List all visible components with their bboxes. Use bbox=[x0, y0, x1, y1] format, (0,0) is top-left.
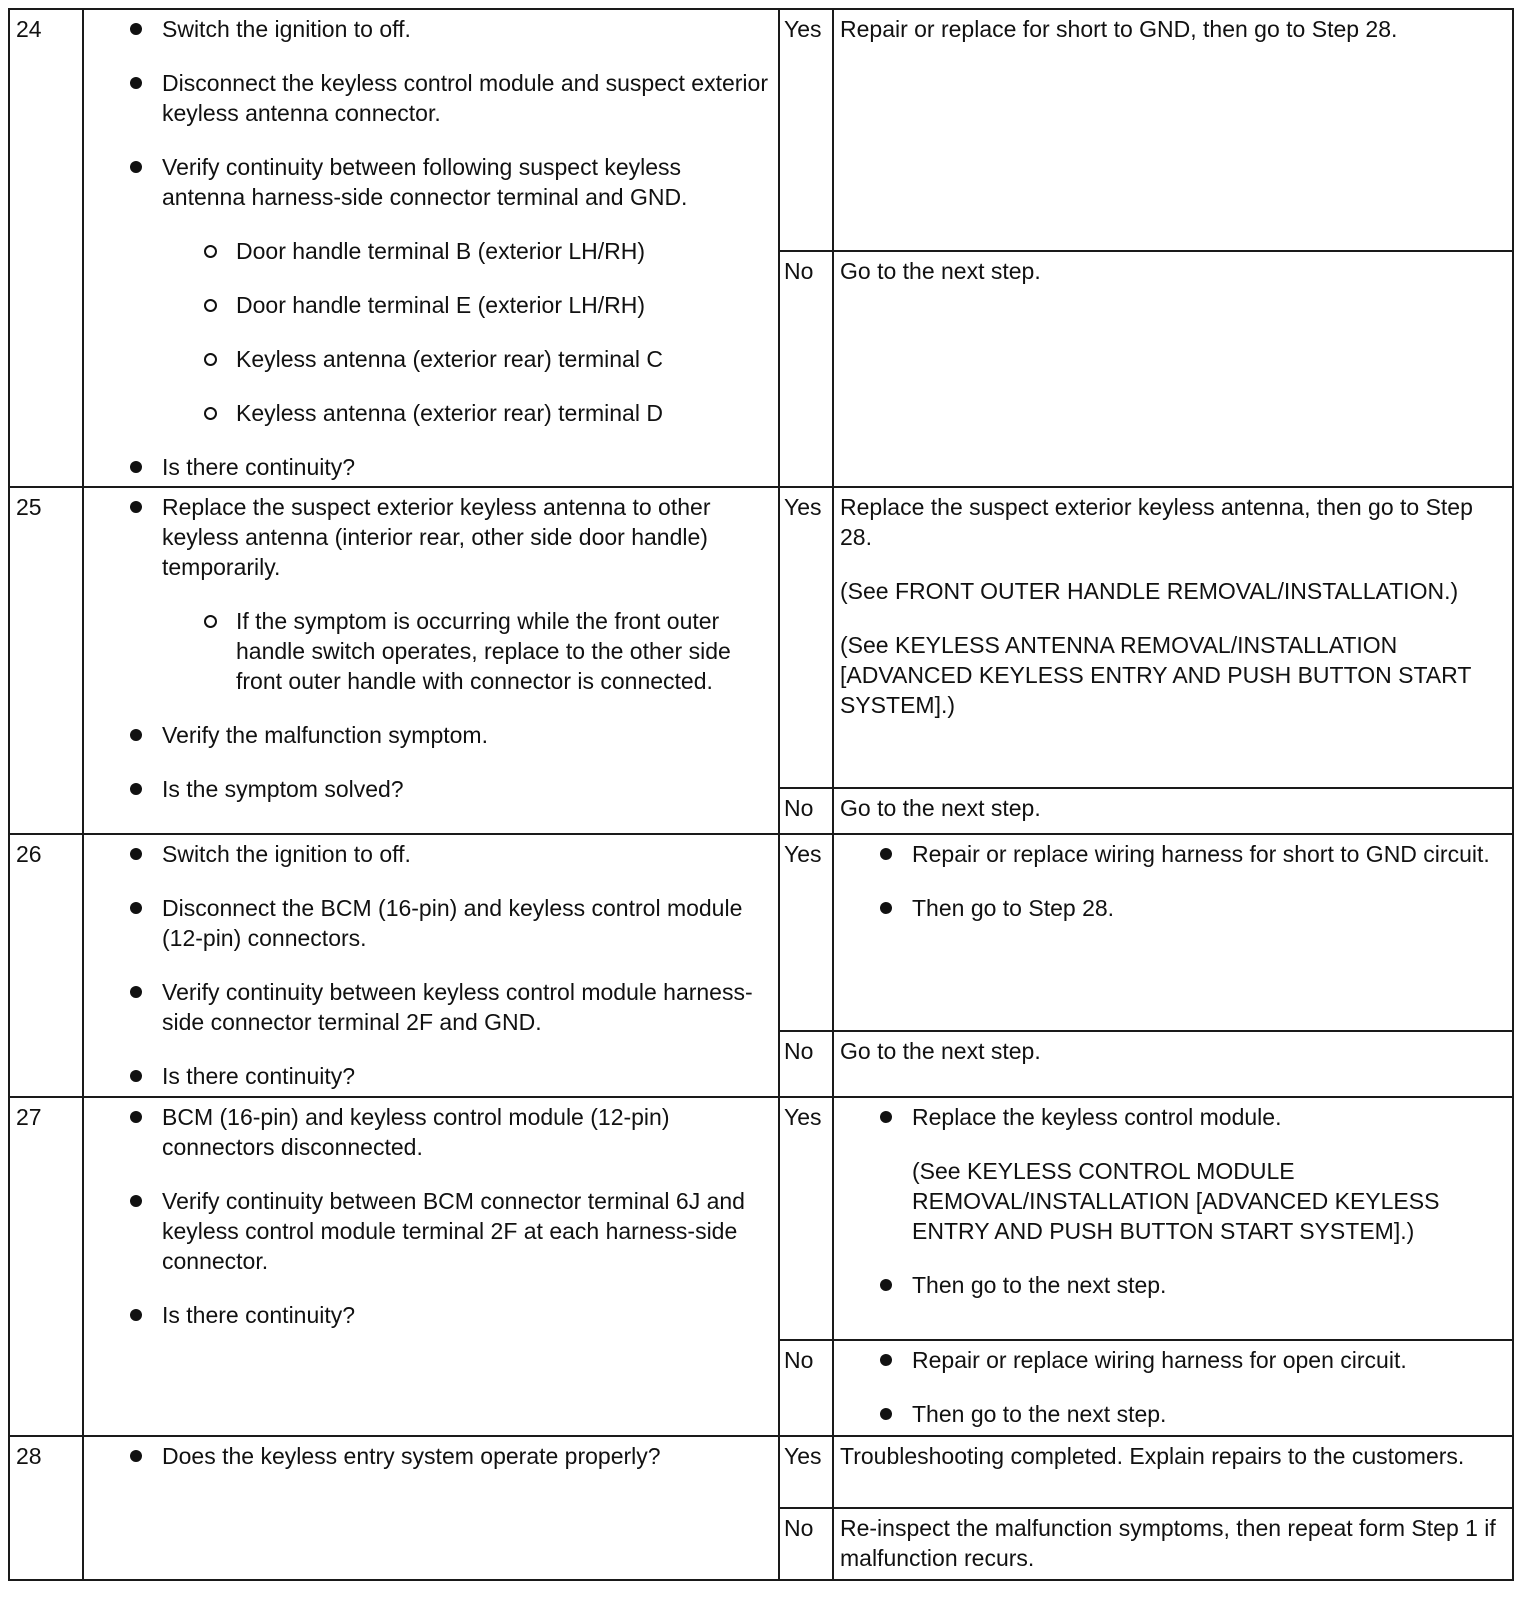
action-item: Is there continuity? bbox=[124, 452, 768, 482]
no-label: No bbox=[779, 1031, 833, 1097]
result-text: Replace the keyless control module. bbox=[912, 1104, 1282, 1130]
result-item: Then go to the next step. bbox=[874, 1399, 1506, 1429]
table-row bbox=[9, 834, 1513, 1031]
result-item: Repair or replace wiring harness for open circuit. bbox=[874, 1345, 1506, 1375]
no-label: No bbox=[779, 788, 833, 834]
step-number: 26 bbox=[9, 834, 83, 1097]
yes-result bbox=[833, 834, 1513, 1031]
step-actions bbox=[83, 1097, 779, 1436]
action-item: Switch the ignition to off. bbox=[124, 839, 768, 869]
sub-item: If the symptom is occurring while the front outer handle switch operates, replace to the other side front outer handle with connector is connected. bbox=[162, 606, 768, 696]
yes-label: Yes bbox=[779, 487, 833, 788]
action-item: Disconnect the keyless control module and suspect exterior keyless antenna connector. bbox=[124, 68, 768, 128]
step-number: 25 bbox=[9, 487, 83, 834]
no-result: Go to the next step. bbox=[833, 251, 1513, 487]
reference-note: (See FRONT OUTER HANDLE REMOVAL/INSTALLATION.) bbox=[840, 578, 1459, 604]
table-row bbox=[9, 1436, 1513, 1508]
yes-result: Troubleshooting completed. Explain repairs to the customers. bbox=[833, 1436, 1513, 1508]
result-text: Replace the suspect exterior keyless antenna, then go to Step 28. bbox=[840, 494, 1473, 550]
no-result bbox=[833, 1340, 1513, 1436]
no-label: No bbox=[779, 251, 833, 487]
step-actions bbox=[83, 487, 779, 834]
step-number: 24 bbox=[9, 9, 83, 487]
action-item bbox=[124, 152, 768, 428]
step-number: 28 bbox=[9, 1436, 83, 1580]
troubleshooting-table bbox=[8, 8, 1514, 1581]
action-item: Is there continuity? bbox=[124, 1061, 768, 1091]
sub-item: Keyless antenna (exterior rear) terminal D bbox=[162, 398, 768, 428]
action-text: Replace the suspect exterior keyless antenna to other keyless antenna (interior rear, other side door handle) temporarily. bbox=[162, 494, 711, 580]
yes-result: Repair or replace for short to GND, then go to Step 28. bbox=[833, 9, 1513, 251]
yes-label: Yes bbox=[779, 9, 833, 251]
no-label: No bbox=[779, 1340, 833, 1436]
reference-note: (See KEYLESS CONTROL MODULE REMOVAL/INSTALLATION [ADVANCED KEYLESS ENTRY AND PUSH BUTTON START SYSTEM].) bbox=[912, 1158, 1440, 1244]
no-label: No bbox=[779, 1508, 833, 1580]
action-item: Verify the malfunction symptom. bbox=[124, 720, 768, 750]
action-item bbox=[124, 492, 768, 696]
sub-item: Door handle terminal E (exterior LH/RH) bbox=[162, 290, 768, 320]
result-item: Repair or replace wiring harness for short to GND circuit. bbox=[874, 839, 1506, 869]
no-result: Go to the next step. bbox=[833, 788, 1513, 834]
yes-result bbox=[833, 1097, 1513, 1340]
action-item: BCM (16-pin) and keyless control module (12-pin) connectors disconnected. bbox=[124, 1102, 768, 1162]
action-item: Switch the ignition to off. bbox=[124, 14, 768, 44]
result-item bbox=[874, 1102, 1506, 1246]
action-item: Is the symptom solved? bbox=[124, 774, 768, 804]
table-row bbox=[9, 487, 1513, 788]
table-row bbox=[9, 1097, 1513, 1340]
yes-result bbox=[833, 487, 1513, 788]
no-result: Go to the next step. bbox=[833, 1031, 1513, 1097]
action-item: Verify continuity between keyless control module harness-side connector terminal 2F and GND. bbox=[124, 977, 768, 1037]
sub-item: Door handle terminal B (exterior LH/RH) bbox=[162, 236, 768, 266]
step-actions bbox=[83, 1436, 779, 1580]
yes-label: Yes bbox=[779, 1436, 833, 1508]
sub-item: Keyless antenna (exterior rear) terminal C bbox=[162, 344, 768, 374]
result-item: Then go to Step 28. bbox=[874, 893, 1506, 923]
action-item: Is there continuity? bbox=[124, 1300, 768, 1330]
table-row bbox=[9, 9, 1513, 251]
yes-label: Yes bbox=[779, 834, 833, 1031]
step-number: 27 bbox=[9, 1097, 83, 1436]
action-text: Verify continuity between following suspect keyless antenna harness-side connector terminal and GND. bbox=[162, 154, 688, 210]
step-actions bbox=[83, 834, 779, 1097]
action-item: Does the keyless entry system operate properly? bbox=[124, 1441, 768, 1471]
reference-note: (See KEYLESS ANTENNA REMOVAL/INSTALLATION [ADVANCED KEYLESS ENTRY AND PUSH BUTTON START SYSTEM].) bbox=[840, 632, 1471, 718]
action-item: Disconnect the BCM (16-pin) and keyless control module (12-pin) connectors. bbox=[124, 893, 768, 953]
troubleshooting-page bbox=[8, 8, 1512, 1581]
no-result: Re-inspect the malfunction symptoms, then repeat form Step 1 if malfunction recurs. bbox=[833, 1508, 1513, 1580]
action-item: Verify continuity between BCM connector terminal 6J and keyless control module terminal 2F at each harness-side connector. bbox=[124, 1186, 768, 1276]
step-actions bbox=[83, 9, 779, 487]
yes-label: Yes bbox=[779, 1097, 833, 1340]
result-item: Then go to the next step. bbox=[874, 1270, 1506, 1300]
